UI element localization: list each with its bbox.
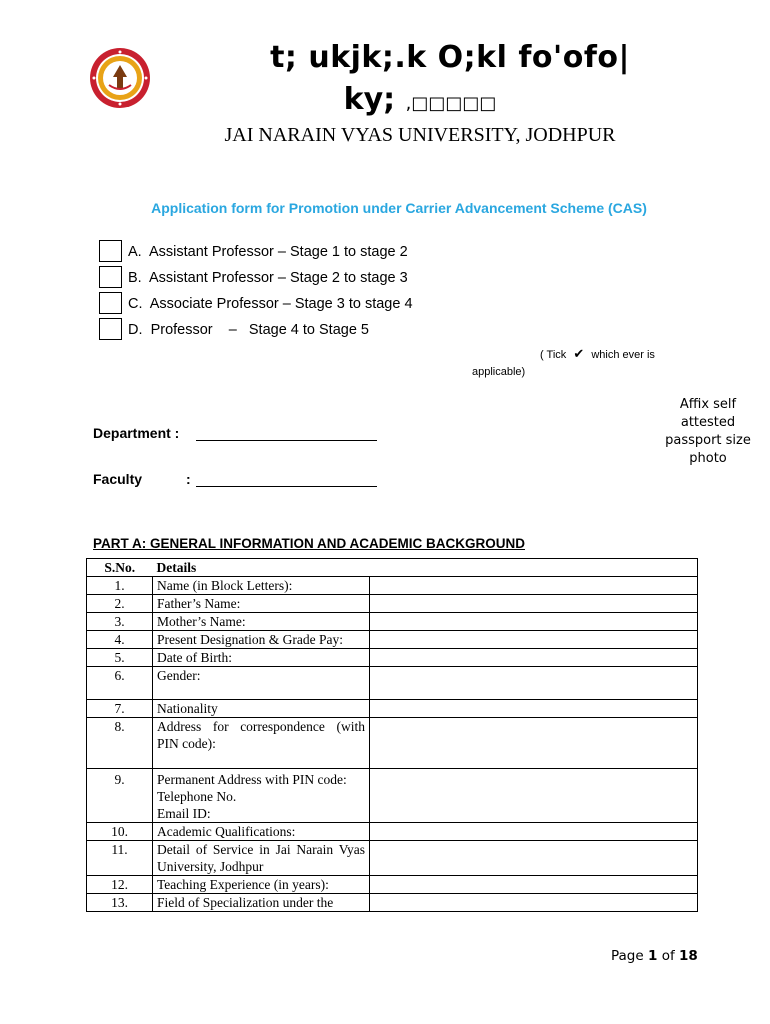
row-value-field[interactable] [370, 841, 698, 876]
row-label: Detail of Service in Jai Narain Vyas University, Jodhpur [153, 841, 370, 876]
option-letter: B. [128, 270, 142, 286]
department-field[interactable] [196, 424, 377, 441]
option-text: Associate Professor – Stage 3 to stage 4 [149, 296, 413, 312]
table-row [87, 841, 698, 876]
check-mark-icon: ✔ [573, 346, 585, 361]
table-row [87, 613, 698, 631]
table-row [87, 718, 698, 769]
row-value-field[interactable] [370, 577, 698, 595]
tick-note-prefix: ( Tick [540, 349, 567, 361]
option-c-label [128, 296, 413, 312]
row-number: 11. [87, 841, 153, 876]
faculty-label: Faculty [93, 471, 143, 487]
faculty-field[interactable] [196, 470, 377, 487]
table-header-row [87, 559, 698, 577]
hindi-title-suffix: ,□□□□□ [405, 93, 497, 114]
row-value-field[interactable] [370, 700, 698, 718]
option-a-label [128, 244, 408, 260]
photo-text-line: Affix self [679, 397, 737, 412]
photo-text-line: photo [689, 451, 727, 466]
hindi-title-ending: ky; [343, 82, 396, 117]
row-label: Address for correspondence (with PIN code): [153, 718, 370, 769]
row-label: Field of Specialization under the [153, 894, 370, 912]
row-number: 6. [87, 667, 153, 700]
row-number: 8. [87, 718, 153, 769]
row-label: Father’s Name: [153, 595, 370, 613]
row-value-field[interactable] [370, 718, 698, 769]
row-number: 5. [87, 649, 153, 667]
row-value-field[interactable] [370, 595, 698, 613]
option-text: Assistant Professor – Stage 2 to stage 3 [148, 270, 408, 286]
tick-note-line2: applicable) [472, 366, 526, 378]
permanent-address-label: Permanent Address with PIN code: [157, 772, 347, 787]
row-label: Present Designation & Grade Pay: [153, 631, 370, 649]
row-number: 4. [87, 631, 153, 649]
row-number: 3. [87, 613, 153, 631]
photo-text-line: passport size [665, 433, 751, 448]
option-d-label [128, 322, 369, 338]
row-label: Academic Qualifications: [153, 823, 370, 841]
row-value-field[interactable] [370, 823, 698, 841]
option-text: Assistant Professor – Stage 1 to stage 2 [148, 244, 408, 260]
department-label: Department : [93, 425, 180, 441]
option-b-checkbox[interactable] [99, 266, 122, 288]
form-title: Application form for Promotion under Carrier Advancement Scheme (CAS) [151, 200, 647, 216]
option-text: Professor – Stage 4 to Stage 5 [150, 322, 369, 338]
option-letter: C. [128, 296, 143, 312]
table-row [87, 876, 698, 894]
row-label [153, 769, 370, 823]
hindi-university-title-line1: t; ukjk;.k O;kl fo'ofo| [270, 40, 630, 75]
row-number: 12. [87, 876, 153, 894]
table-row [87, 823, 698, 841]
row-label: Name (in Block Letters): [153, 577, 370, 595]
row-number: 13. [87, 894, 153, 912]
row-label: Mother’s Name: [153, 613, 370, 631]
telephone-label: Telephone No. [157, 789, 237, 804]
row-number: 7. [87, 700, 153, 718]
row-number: 2. [87, 595, 153, 613]
row-label: Gender: [153, 667, 370, 700]
table-row [87, 894, 698, 912]
option-b-label [128, 270, 408, 286]
row-value-field[interactable] [370, 631, 698, 649]
table-row [87, 667, 698, 700]
photo-text-line: attested [680, 415, 736, 430]
row-number: 1. [87, 577, 153, 595]
university-seal-logo [89, 47, 151, 109]
option-letter: D. [128, 322, 143, 338]
sno-header: S.No. [87, 559, 153, 577]
row-number: 9. [87, 769, 153, 823]
option-letter: A. [128, 244, 142, 260]
table-row [87, 577, 698, 595]
part-a-heading: PART A: GENERAL INFORMATION AND ACADEMIC BACKGROUND [93, 536, 525, 551]
row-label: Nationality [153, 700, 370, 718]
option-d-checkbox[interactable] [99, 318, 122, 340]
row-label: Teaching Experience (in years): [153, 876, 370, 894]
row-value-field[interactable] [370, 667, 698, 700]
photo-placeholder[interactable] [656, 396, 760, 468]
table-row [87, 595, 698, 613]
details-header: Details [153, 559, 698, 577]
row-value-field[interactable] [370, 649, 698, 667]
row-value-field[interactable] [370, 876, 698, 894]
table-row [87, 769, 698, 823]
row-number: 10. [87, 823, 153, 841]
option-a-checkbox[interactable] [99, 240, 122, 262]
row-label: Date of Birth: [153, 649, 370, 667]
university-name: JAI NARAIN VYAS UNIVERSITY, JODHPUR [224, 124, 616, 146]
tick-note-suffix: which ever is [591, 349, 655, 361]
table-row [87, 631, 698, 649]
page-number: Page 1 of 18 [611, 948, 698, 964]
row-value-field[interactable] [370, 613, 698, 631]
option-c-checkbox[interactable] [99, 292, 122, 314]
row-value-field[interactable] [370, 769, 698, 823]
general-information-table [86, 558, 698, 912]
faculty-colon: : [186, 471, 191, 487]
hindi-university-title-line2 [160, 82, 680, 117]
tick-note [540, 346, 655, 362]
email-label: Email ID: [157, 806, 211, 821]
table-row [87, 700, 698, 718]
table-row [87, 649, 698, 667]
row-value-field[interactable] [370, 894, 698, 912]
